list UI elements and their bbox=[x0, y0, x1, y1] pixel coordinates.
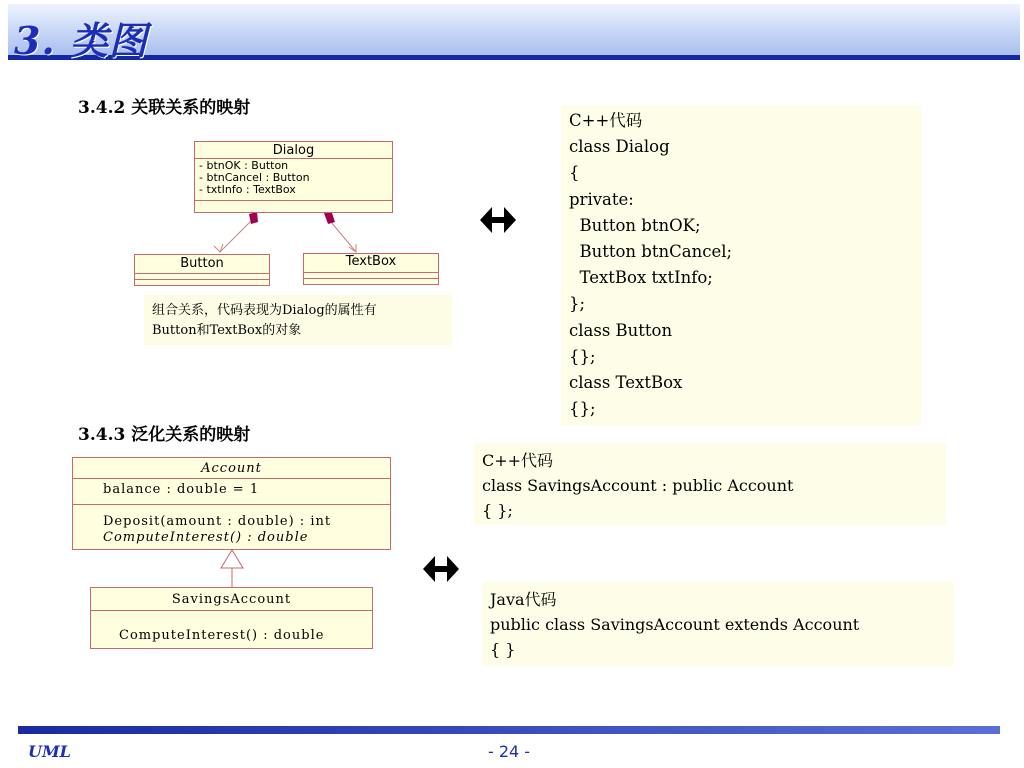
textbox-class bbox=[303, 253, 439, 285]
account-operation: Deposit(amount : double) : int bbox=[103, 514, 332, 529]
code-line: C++代码 bbox=[482, 451, 554, 470]
code-line: TextBox txtInfo; bbox=[569, 268, 713, 288]
code-line: class Dialog bbox=[569, 137, 670, 157]
code-line: class SavingsAccount : public Account bbox=[482, 476, 794, 495]
code-line: { } bbox=[490, 640, 516, 659]
dialog-attribute: - btnOK : Button bbox=[199, 159, 289, 172]
generalization-heading: 3.4.3 泛化关系的映射 bbox=[78, 425, 251, 445]
account-operation: ComputeInterest() : double bbox=[103, 530, 309, 545]
note-line: Button和TextBox的对象 bbox=[152, 323, 302, 338]
mapping-arrow-icon-1 bbox=[480, 207, 516, 233]
account-attribute: balance : double = 1 bbox=[103, 482, 260, 497]
code-line: Button btnCancel; bbox=[569, 242, 733, 262]
code-line: Java代码 bbox=[490, 590, 557, 609]
dialog-attribute: - txtInfo : TextBox bbox=[199, 183, 296, 196]
code-line: }; bbox=[569, 294, 586, 314]
code-line: {}; bbox=[569, 346, 596, 366]
code-line: { }; bbox=[482, 501, 513, 520]
dialog-class-name: Dialog bbox=[272, 143, 315, 158]
account-class-name: Account bbox=[201, 461, 262, 476]
footer-label: UML bbox=[28, 742, 71, 761]
savings-operation: ComputeInterest() : double bbox=[119, 628, 325, 643]
slide-title: 3. 类图 bbox=[14, 18, 148, 63]
mapping-arrow-icon-2 bbox=[423, 556, 459, 582]
generalization-triangle bbox=[221, 550, 243, 568]
savings-class-name: SavingsAccount bbox=[171, 592, 292, 607]
cpp-code-panel bbox=[474, 443, 946, 525]
page-number: - 24 - bbox=[488, 742, 531, 761]
code-line: public class SavingsAccount extends Account bbox=[490, 615, 860, 634]
button-class bbox=[134, 254, 270, 286]
textbox-class-name: TextBox bbox=[345, 254, 397, 269]
composition-note bbox=[144, 295, 452, 345]
association-heading: 3.4.2 关联关系的映射 bbox=[78, 98, 251, 118]
java-code-panel bbox=[482, 582, 954, 666]
dialog-attribute: - btnCancel : Button bbox=[199, 171, 310, 184]
dialog-class bbox=[194, 141, 393, 213]
note-line: 组合关系，代码表现为Dialog的属性有 bbox=[152, 303, 377, 318]
footer-bar bbox=[18, 726, 1000, 734]
button-class-name: Button bbox=[180, 256, 224, 271]
code-line: { bbox=[569, 163, 580, 183]
composition-diamond-textbox bbox=[324, 213, 335, 224]
code-line: C++代码 bbox=[569, 111, 643, 130]
code-line: class TextBox bbox=[569, 373, 683, 393]
account-class bbox=[72, 457, 391, 550]
code-line: Button btnOK; bbox=[569, 215, 701, 235]
code-line: {}; bbox=[569, 399, 596, 419]
code-line: class Button bbox=[569, 320, 673, 340]
savings-account-class bbox=[90, 587, 373, 649]
dialog-code-panel bbox=[561, 105, 921, 425]
code-line: private: bbox=[569, 189, 634, 209]
